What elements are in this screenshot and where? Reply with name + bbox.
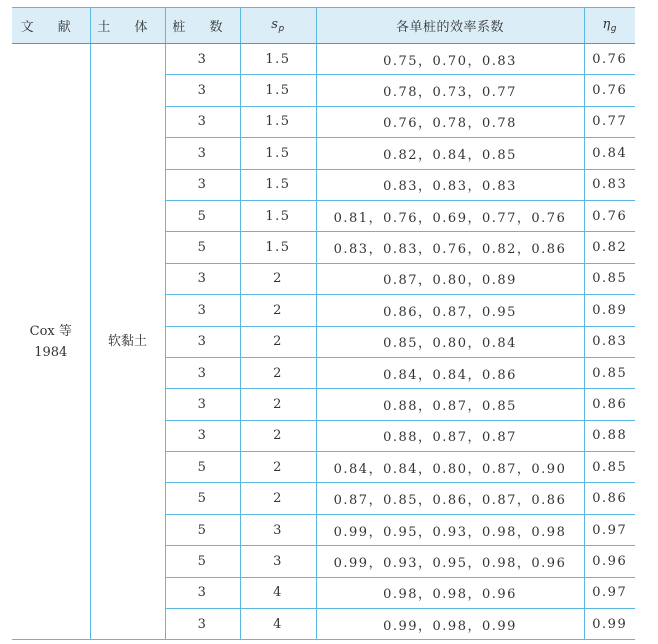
pile-count-cell: 3 bbox=[165, 295, 240, 326]
efficiency-list-cell: 0.88，0.87，0.87 bbox=[316, 420, 584, 451]
group-efficiency-cell: 0.85 bbox=[584, 357, 635, 388]
pile-count-cell: 3 bbox=[165, 169, 240, 200]
pile-count-cell: 3 bbox=[165, 263, 240, 294]
pile-efficiency-table bbox=[12, 7, 635, 640]
pile-count-cell: 3 bbox=[165, 75, 240, 106]
efficiency-list-cell: 0.85，0.80，0.84 bbox=[316, 326, 584, 357]
efficiency-list-cell: 0.81，0.76，0.69，0.77，0.76 bbox=[316, 200, 584, 231]
header-pile-count: 桩 数 bbox=[165, 8, 240, 44]
pile-count-cell: 5 bbox=[165, 514, 240, 545]
efficiency-list-cell: 0.82，0.84，0.85 bbox=[316, 138, 584, 169]
spacing-cell: 1.5 bbox=[240, 138, 316, 169]
group-efficiency-cell: 0.82 bbox=[584, 232, 635, 263]
pile-count-cell: 3 bbox=[165, 357, 240, 388]
group-efficiency-cell: 0.97 bbox=[584, 514, 635, 545]
group-efficiency-cell: 0.77 bbox=[584, 106, 635, 137]
pile-count-cell: 3 bbox=[165, 326, 240, 357]
spacing-cell: 2 bbox=[240, 326, 316, 357]
pile-count-cell: 3 bbox=[165, 44, 240, 75]
eta-symbol: η bbox=[602, 17, 611, 32]
spacing-cell: 4 bbox=[240, 577, 316, 608]
spacing-cell: 1.5 bbox=[240, 106, 316, 137]
pile-count-cell: 3 bbox=[165, 577, 240, 608]
pile-count-cell: 5 bbox=[165, 483, 240, 514]
efficiency-list-cell: 0.83，0.83，0.76，0.82，0.86 bbox=[316, 232, 584, 263]
pile-count-cell: 3 bbox=[165, 420, 240, 451]
header-reference: 文 献 bbox=[12, 8, 90, 44]
header-efficiency-list: 各单桩的效率系数 bbox=[316, 8, 584, 44]
group-efficiency-cell: 0.97 bbox=[584, 577, 635, 608]
spacing-cell: 1.5 bbox=[240, 232, 316, 263]
spacing-cell: 2 bbox=[240, 357, 316, 388]
header-group-efficiency bbox=[584, 8, 635, 44]
efficiency-list-cell: 0.88，0.87，0.85 bbox=[316, 389, 584, 420]
reference-author: Cox 等 bbox=[29, 323, 72, 339]
efficiency-list-cell: 0.87，0.85，0.86，0.87，0.86 bbox=[316, 483, 584, 514]
pile-count-cell: 5 bbox=[165, 452, 240, 483]
spacing-cell: 2 bbox=[240, 389, 316, 420]
reference-year: 1984 bbox=[34, 344, 68, 360]
efficiency-list-cell: 0.75，0.70，0.83 bbox=[316, 44, 584, 75]
efficiency-list-cell: 0.86，0.87，0.95 bbox=[316, 295, 584, 326]
spacing-cell: 2 bbox=[240, 295, 316, 326]
spacing-cell: 3 bbox=[240, 546, 316, 577]
table-row bbox=[12, 44, 635, 75]
efficiency-list-cell: 0.83，0.83，0.83 bbox=[316, 169, 584, 200]
group-efficiency-cell: 0.96 bbox=[584, 546, 635, 577]
efficiency-list-cell: 0.87，0.80，0.89 bbox=[316, 263, 584, 294]
spacing-subscript: p bbox=[278, 24, 285, 34]
group-efficiency-cell: 0.76 bbox=[584, 75, 635, 106]
group-efficiency-cell: 0.76 bbox=[584, 44, 635, 75]
spacing-cell: 2 bbox=[240, 420, 316, 451]
header-spacing bbox=[240, 8, 316, 44]
spacing-cell: 1.5 bbox=[240, 169, 316, 200]
spacing-symbol: s bbox=[271, 17, 279, 32]
efficiency-list-cell: 0.98，0.98，0.96 bbox=[316, 577, 584, 608]
pile-count-cell: 3 bbox=[165, 609, 240, 640]
group-efficiency-cell: 0.83 bbox=[584, 169, 635, 200]
efficiency-list-cell: 0.84，0.84，0.80，0.87，0.90 bbox=[316, 452, 584, 483]
efficiency-list-cell: 0.99，0.95，0.93，0.98，0.98 bbox=[316, 514, 584, 545]
pile-count-cell: 5 bbox=[165, 200, 240, 231]
group-efficiency-cell: 0.85 bbox=[584, 263, 635, 294]
soil-cell: 软黏土 bbox=[90, 44, 165, 640]
group-efficiency-cell: 0.83 bbox=[584, 326, 635, 357]
group-efficiency-cell: 0.85 bbox=[584, 452, 635, 483]
spacing-cell: 2 bbox=[240, 263, 316, 294]
group-efficiency-cell: 0.89 bbox=[584, 295, 635, 326]
group-efficiency-cell: 0.86 bbox=[584, 389, 635, 420]
group-efficiency-cell: 0.86 bbox=[584, 483, 635, 514]
header-soil: 土 体 bbox=[90, 8, 165, 44]
pile-count-cell: 5 bbox=[165, 232, 240, 263]
efficiency-list-cell: 0.78，0.73，0.77 bbox=[316, 75, 584, 106]
reference-cell bbox=[12, 44, 90, 640]
spacing-cell: 2 bbox=[240, 483, 316, 514]
efficiency-list-cell: 0.76，0.78，0.78 bbox=[316, 106, 584, 137]
pile-count-cell: 3 bbox=[165, 106, 240, 137]
spacing-cell: 2 bbox=[240, 452, 316, 483]
group-efficiency-cell: 0.84 bbox=[584, 138, 635, 169]
spacing-cell: 1.5 bbox=[240, 200, 316, 231]
eta-subscript: g bbox=[610, 24, 617, 34]
table-body bbox=[12, 44, 635, 640]
table-header-row bbox=[12, 8, 635, 44]
spacing-cell: 4 bbox=[240, 609, 316, 640]
efficiency-list-cell: 0.99，0.98，0.99 bbox=[316, 609, 584, 640]
pile-count-cell: 3 bbox=[165, 389, 240, 420]
group-efficiency-cell: 0.88 bbox=[584, 420, 635, 451]
group-efficiency-cell: 0.76 bbox=[584, 200, 635, 231]
spacing-cell: 1.5 bbox=[240, 44, 316, 75]
group-efficiency-cell: 0.99 bbox=[584, 609, 635, 640]
spacing-cell: 1.5 bbox=[240, 75, 316, 106]
spacing-cell: 3 bbox=[240, 514, 316, 545]
efficiency-list-cell: 0.84，0.84，0.86 bbox=[316, 357, 584, 388]
pile-count-cell: 3 bbox=[165, 138, 240, 169]
efficiency-list-cell: 0.99，0.93，0.95，0.98，0.96 bbox=[316, 546, 584, 577]
pile-count-cell: 5 bbox=[165, 546, 240, 577]
